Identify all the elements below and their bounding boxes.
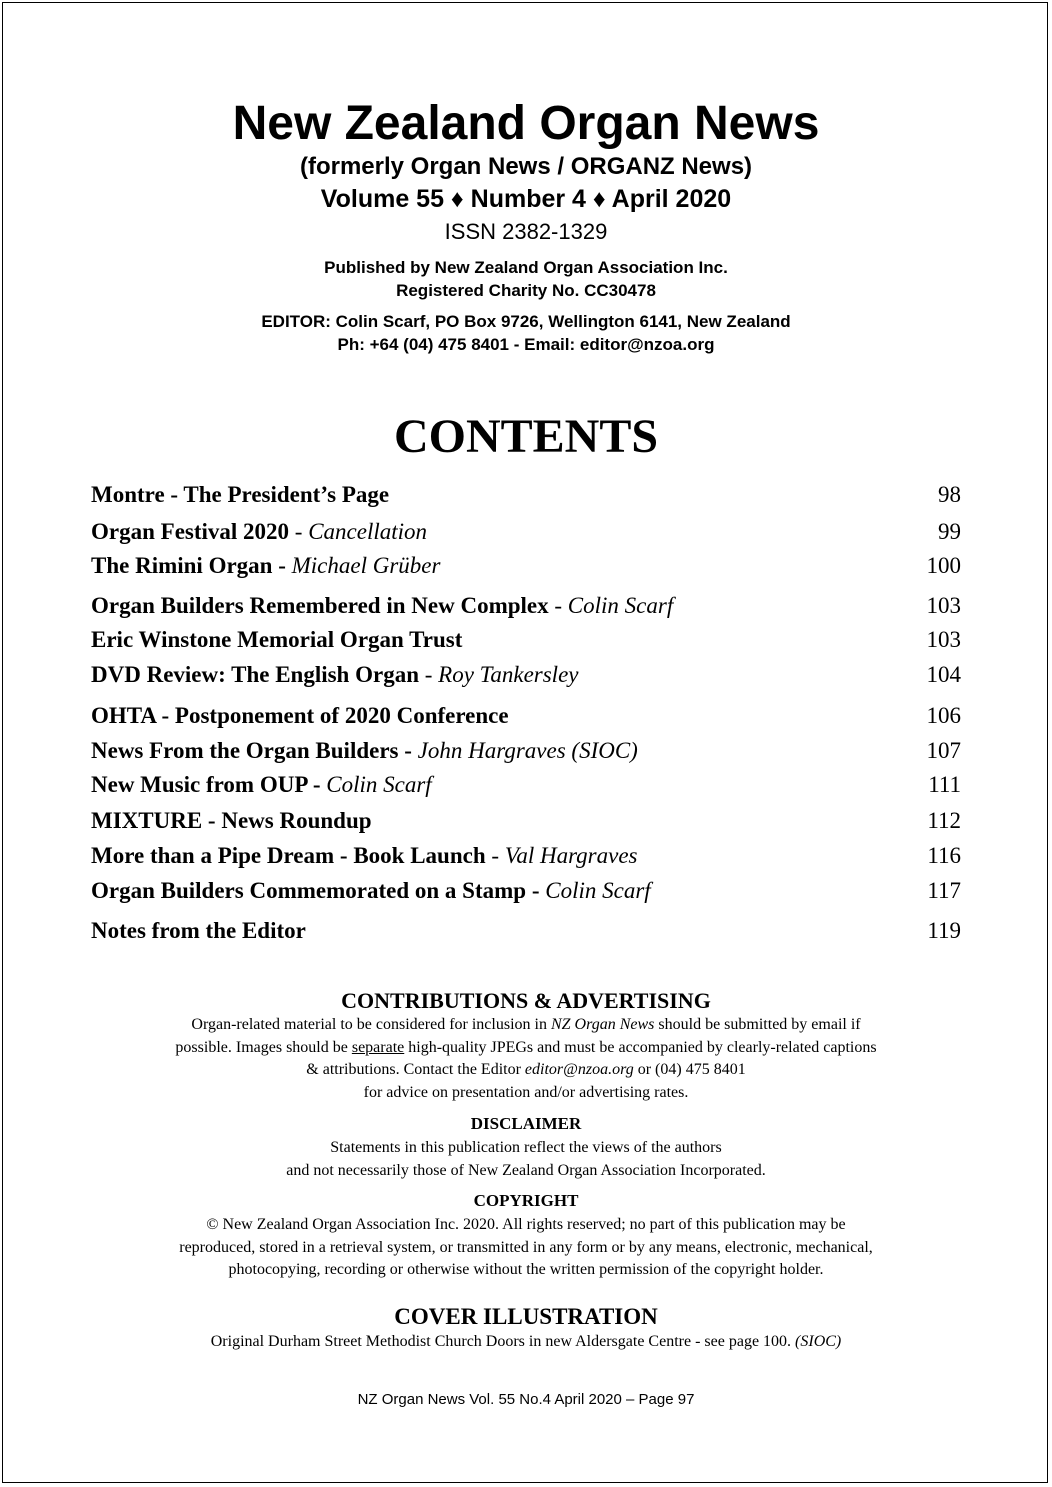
copyright-heading: COPYRIGHT bbox=[473, 1191, 579, 1210]
editor-email: editor@nzoa.org bbox=[524, 1061, 634, 1078]
toc-entry-author: Colin Scarf bbox=[545, 878, 651, 903]
toc-entry-author: Roy Tankersley bbox=[438, 662, 579, 687]
contributions-line-1: Organ-related material to be considered for inclusion in NZ Organ News should be submitted by email if bbox=[191, 1016, 861, 1033]
toc-entry-title: More than a Pipe Dream - Book Launch - Val Hargraves bbox=[91, 843, 638, 868]
toc-entry bbox=[91, 805, 961, 837]
contributions-line-2: possible. Images should be separate high-quality JPEGs and must be accompanied by clearly-related captions bbox=[175, 1039, 877, 1056]
toc-entry-page: 107 bbox=[926, 738, 961, 763]
editor-address: EDITOR: Colin Scarf, PO Box 9726, Wellington 6141, New Zealand bbox=[261, 312, 791, 331]
contents-heading: CONTENTS bbox=[393, 410, 659, 463]
toc-entry-title: Organ Builders Remembered in New Complex - Colin Scarf bbox=[91, 593, 674, 618]
toc-entry-title: New Music from OUP - Colin Scarf bbox=[91, 772, 432, 797]
copyright-line-3: photocopying, recording or otherwise without the written permission of the copyright holder. bbox=[228, 1261, 824, 1278]
toc-entry-title: DVD Review: The English Organ - Roy Tankersley bbox=[91, 662, 579, 687]
editor-contact: Ph: +64 (04) 475 8401 - Email: editor@nzoa.org bbox=[337, 335, 715, 354]
toc-entry bbox=[91, 659, 961, 691]
toc-entry bbox=[91, 479, 961, 511]
former-names: (formerly Organ News / ORGANZ News) bbox=[299, 153, 753, 180]
toc-entry bbox=[91, 735, 961, 767]
copyright-line-1: © New Zealand Organ Association Inc. 2020. All rights reserved; no part of this publication may be bbox=[206, 1216, 846, 1233]
toc-entry-page: 103 bbox=[926, 593, 961, 618]
toc-entry-page: 106 bbox=[926, 703, 961, 728]
volume-line: Volume 55 ♦ Number 4 ♦ April 2020 bbox=[320, 185, 732, 213]
toc-entry-author: Michael Grüber bbox=[291, 553, 441, 578]
publisher-line: Published by New Zealand Organ Association Inc. bbox=[324, 258, 728, 277]
toc-entry-page: 116 bbox=[927, 843, 961, 868]
toc-entry-page: 100 bbox=[926, 553, 961, 578]
toc-entry-author: Cancellation bbox=[308, 519, 428, 544]
toc-entry-author: John Hargraves (SIOC) bbox=[417, 738, 638, 763]
toc-entry-page: 104 bbox=[926, 662, 961, 687]
copyright-line-2: reproduced, stored in a retrieval system, or transmitted in any form or by any means, electronic, mechanical, bbox=[179, 1239, 873, 1256]
toc-entry-page: 111 bbox=[928, 772, 961, 797]
toc-entry bbox=[91, 700, 961, 732]
contributions-heading: CONTRIBUTIONS & ADVERTISING bbox=[341, 988, 711, 1013]
magazine-title: New Zealand Organ News bbox=[232, 97, 820, 150]
toc-entry-page: 117 bbox=[927, 878, 961, 903]
toc-entry-title: Organ Festival 2020 - Cancellation bbox=[91, 519, 428, 544]
toc-entry-title: Notes from the Editor bbox=[91, 918, 306, 943]
toc-entry-page: 99 bbox=[938, 519, 961, 544]
toc-entry-author: Colin Scarf bbox=[567, 593, 674, 618]
toc-entry-page: 98 bbox=[938, 482, 961, 507]
toc-entry-author: Colin Scarf bbox=[326, 772, 432, 797]
toc-entry bbox=[91, 590, 961, 622]
disclaimer-heading: DISCLAIMER bbox=[470, 1114, 582, 1133]
toc-entry-title: News From the Organ Builders - John Hargraves (SIOC) bbox=[91, 738, 638, 763]
toc-entry-title: Eric Winstone Memorial Organ Trust bbox=[91, 627, 463, 652]
contributions-line-4: for advice on presentation and/or advertising rates. bbox=[363, 1084, 689, 1101]
disclaimer-line-2: and not necessarily those of New Zealand Organ Association Incorporated. bbox=[286, 1162, 766, 1179]
contributions-line-3: & attributions. Contact the Editor editor@nzoa.org or (04) 475 8401 bbox=[306, 1061, 746, 1078]
toc-entry bbox=[91, 875, 961, 907]
toc-entry bbox=[91, 516, 961, 548]
toc-entry-page: 103 bbox=[926, 627, 961, 652]
toc-entry bbox=[91, 769, 961, 801]
toc-entry-page: 112 bbox=[927, 808, 961, 833]
toc-entry bbox=[91, 840, 961, 872]
toc-entry bbox=[91, 550, 961, 582]
toc-entry-title: The Rimini Organ - Michael Grüber bbox=[91, 553, 441, 578]
toc-entry bbox=[91, 624, 961, 656]
toc-entry-title: Organ Builders Commemorated on a Stamp - Colin Scarf bbox=[91, 878, 651, 903]
toc-entry-author: Val Hargraves bbox=[504, 843, 638, 868]
toc-entry-title: OHTA - Postponement of 2020 Conference bbox=[91, 703, 509, 728]
cover-illustration-heading: COVER ILLUSTRATION bbox=[394, 1304, 658, 1329]
toc-entry bbox=[91, 915, 961, 947]
page-footer: NZ Organ News Vol. 55 No.4 April 2020 – Page 97 bbox=[357, 1391, 695, 1408]
charity-number: Registered Charity No. CC30478 bbox=[396, 281, 656, 300]
disclaimer-line-1: Statements in this publication reflect the views of the authors bbox=[330, 1139, 722, 1156]
toc-entry-page: 119 bbox=[927, 918, 961, 943]
cover-illustration-text: Original Durham Street Methodist Church Doors in new Aldersgate Centre - see page 100. (SIOC) bbox=[210, 1333, 842, 1350]
issn: ISSN 2382-1329 bbox=[444, 219, 608, 244]
toc-entry-title: Montre - The President’s Page bbox=[91, 482, 390, 507]
toc-entry-title: MIXTURE - News Roundup bbox=[91, 808, 372, 833]
